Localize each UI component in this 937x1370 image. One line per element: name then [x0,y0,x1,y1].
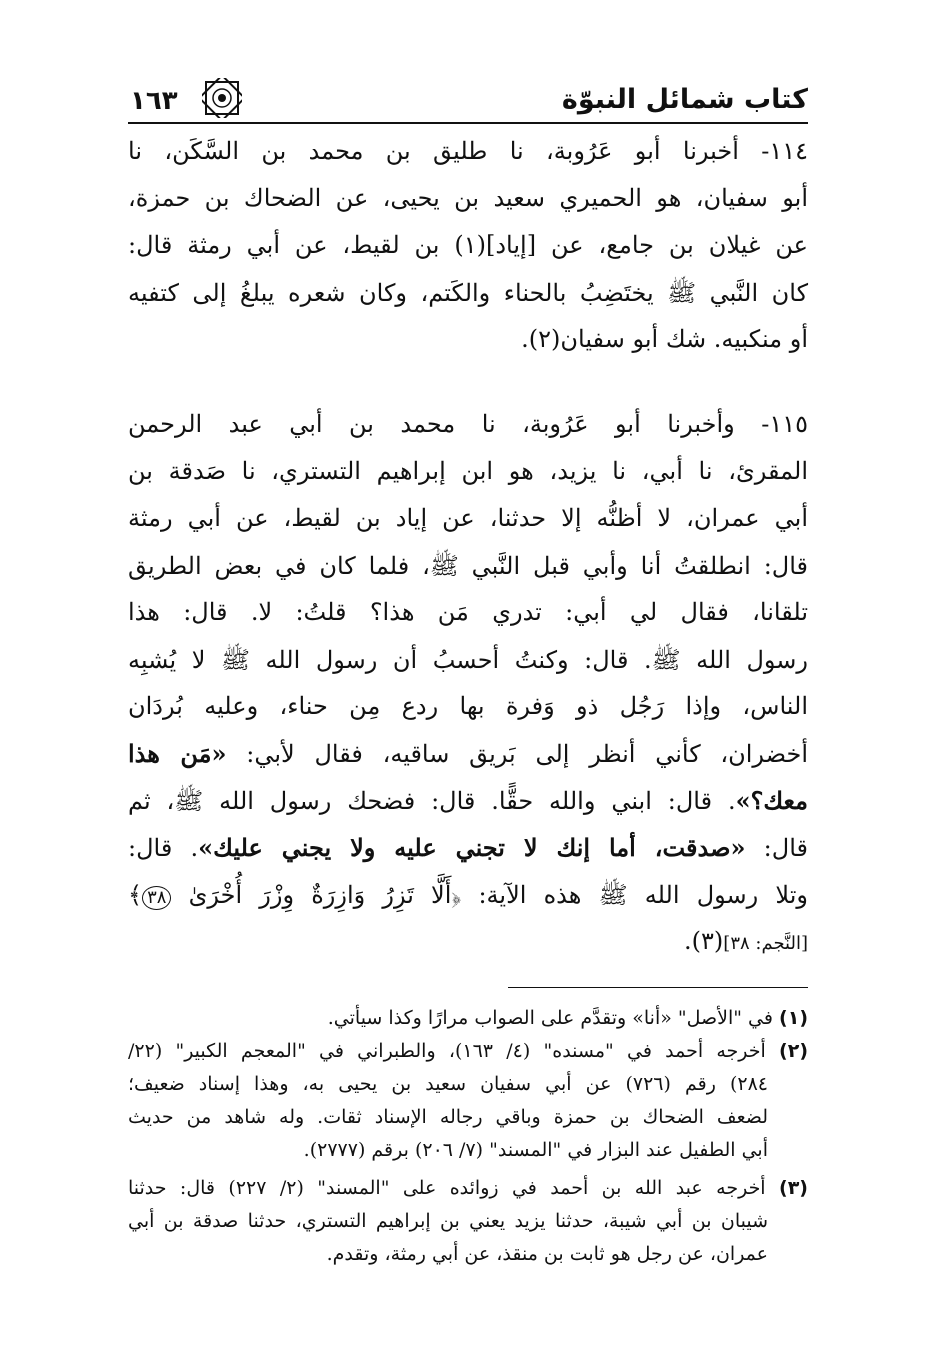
bold-quote: «صدقت، أما إنك لا تجني عليه ولا يجني عليك» [198,833,746,862]
running-header [128,78,808,124]
header-title: كتاب شمائل النبوّة [561,84,808,115]
bold-quote: معك؟» [735,786,808,815]
quran-bracket: ﴾ [128,881,143,909]
text-line: ١١٤- أخبرنا أبو عَرُوبة، نا طليق بن محمد بن السَّكَن، نا [128,137,808,165]
text-line: تلقانا، فقال لي أبي: تدري مَن هذا؟ قلتُ: لا. قال: هذا [128,598,808,626]
text-line [128,880,808,915]
footnote-line: ٢٨٤) رقم (٧٢٦) عن أبي سفيان سعيد بن يحيى به، وهذا إسناد ضعيف؛ [128,1073,768,1095]
footnote-text: في "الأصل" «أنا» وتقدَّم على الصواب مرارًا وكذا سيأتي. [327,1007,773,1029]
footnote-marker: (٣). [684,927,724,955]
verse-number-icon: ٣٨ [142,886,171,910]
text-line [128,739,808,768]
text-line: أبو سفيان، هو الحميري سعيد بن يحيى، عن الضحاك بن حمزة، [128,184,808,212]
footnote-line: أبي الطفيل عند البزار في "المسند" (٧/ ٢٠٦) برقم (٢٧٧٧). [303,1139,768,1161]
text-line [128,927,808,955]
text-line [128,833,808,862]
footnote-number: (٢) [779,1040,808,1062]
footnote-line: عمران، عن رجل هو ثابت بن منقذ، عن أبي رمثة، وتقدم. [326,1243,768,1265]
bold-quote: «مَن هذا [128,739,227,768]
page-number: ١٦٣ [130,86,178,116]
text-line: المقرئ، نا أبي، نا يزيد، هو ابن إبراهيم التستري، نا صَدقة بن [128,457,808,485]
footnote-number: (١) [779,1007,808,1029]
text-line: الناس، وإذا رَجُل ذو وَفرة بها ردع مِن حناء، وعليه بُردَان [128,692,808,720]
footnote-line: لضعف الضحاك بن حمزة وباقي رجاله الإسناد ثقات. وله شاهد من حديث [128,1106,768,1128]
text-line: عن غيلان بن جامع، عن [إياد](١) بن لقيط، عن أبي رمثة قال: [128,231,808,259]
footnote-text: أخرجه أحمد في "مسنده" (٤/ ١٦٣)، والطبراني في "المعجم الكبير" (٢٢/ [128,1040,766,1062]
text-line: رسول الله ﷺ. قال: وكنتُ أحسبُ أن رسول الله ﷺ لا يُشبِه [128,646,808,674]
text-run: أخضران، كأني أنظر إلى بَريق ساقيه، فقال لأبي: [246,740,808,768]
text-line [128,786,808,821]
text-line: أبي عمران، لا أظنُّه إلا حدثنا، عن إياد بن لقيط، عن أبي رمثة [128,504,808,532]
text-run: قال: [763,834,808,862]
footnote-divider [508,987,808,988]
text-line: أو منكبيه. شك أبو سفيان(٢). [521,325,808,353]
footnote-3 [128,1177,808,1199]
footnote-number: (٣) [779,1177,808,1199]
footnote-line: شيبان بن أبي شيبة، حدثنا يزيد يعني بن إبراهيم التستري، حدثنا صدقة بن أبي [128,1210,768,1232]
text-line: كان النَّبي ﷺ يختَضِبُ بالحناء والكَتم، وكان شعره يبلغُ إلى كتفيه [128,279,808,307]
footnote-2 [128,1040,808,1062]
text-run: . قال: [128,834,199,862]
footnote-1 [128,1007,808,1029]
surah-reference: [النَّجم: ٣٨] [723,933,808,954]
footnote-text: أخرجه عبد الله بن أحمد في زوائده على "المسند" (٢/ ٢٢٧) قال: حدثنا [128,1177,766,1199]
text-run: . قال: ابني والله حقًّا. قال: فضحك رسول الله ﷺ، ثم [128,787,736,815]
text-line: ١١٥- وأخبرنا أبو عَرُوبة، نا محمد بن أبي عبد الرحمن [128,410,808,438]
quran-verse: وتلا رسول الله ﷺ هذه الآية: ﴿أَلَّا تَزِرُ وَازِرَةٌ وِزْرَ أُخْرَىٰ [188,881,808,909]
text-line: قال: انطلقتُ أنا وأبي قبل النَّبي ﷺ، فلما كان في بعض الطريق [128,552,808,580]
star-medallion-icon [202,78,242,118]
